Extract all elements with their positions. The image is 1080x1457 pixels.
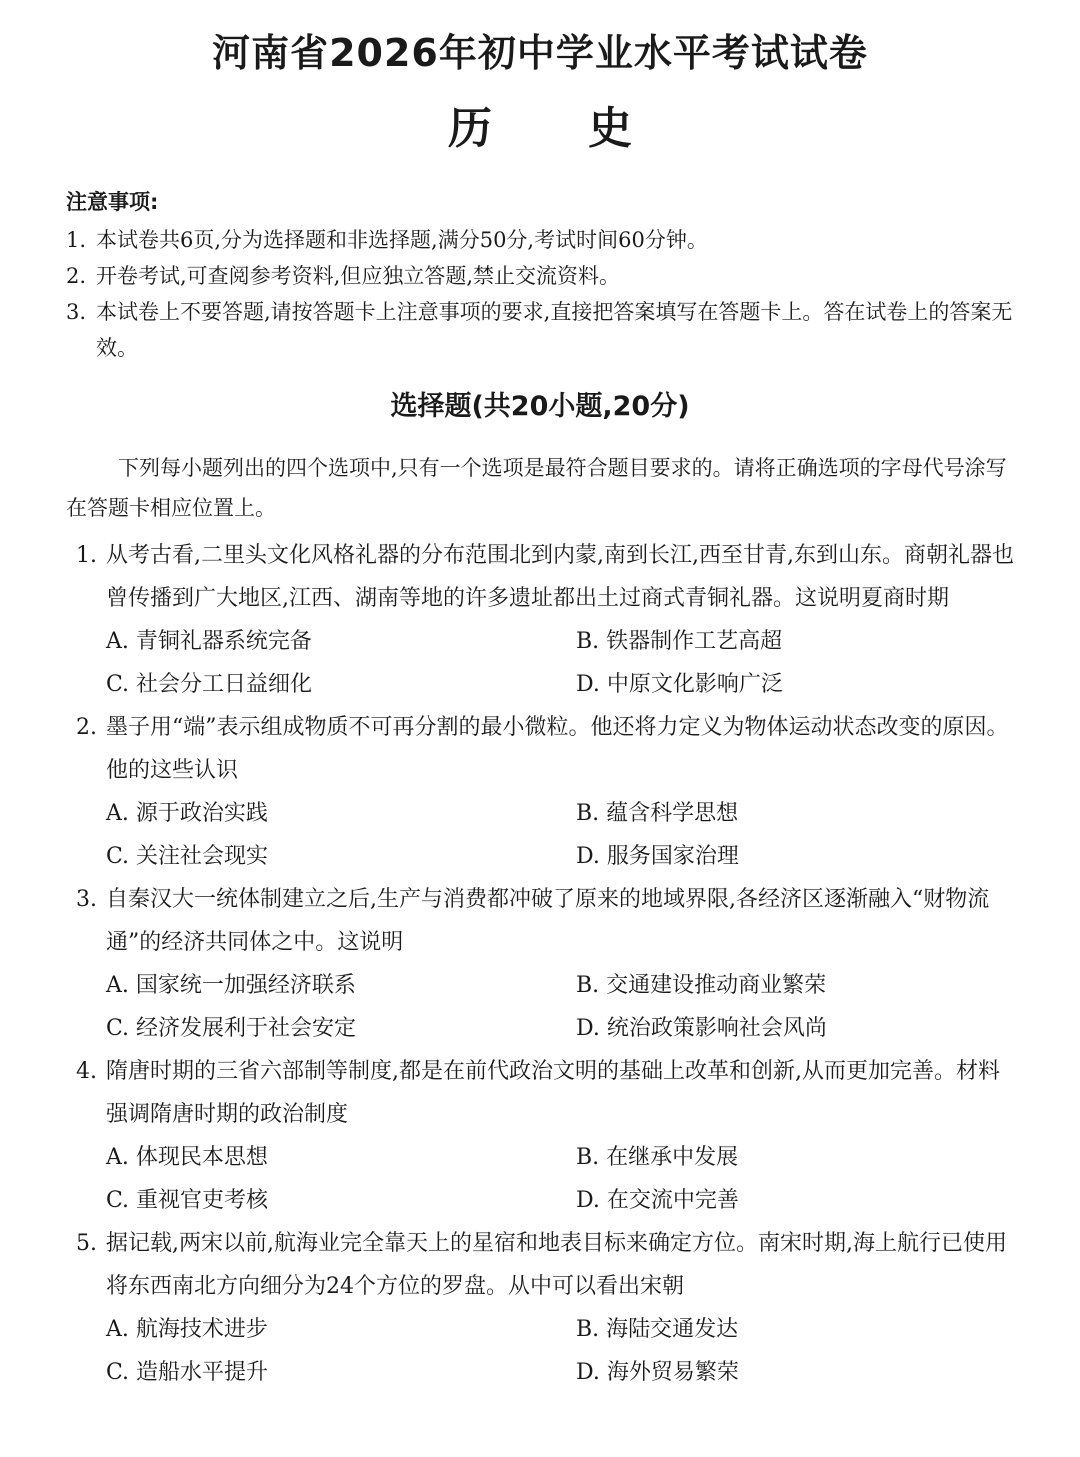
notes-list: [66, 222, 1016, 366]
options: [106, 1308, 1016, 1394]
note-item: [66, 294, 1016, 366]
option-a: A. 青铜礼器系统完备: [106, 629, 312, 654]
option-d: D. 中原文化影响广泛: [576, 672, 783, 697]
note-text: 本试卷共6页,分为选择题和非选择题,满分50分,考试时间60分钟。: [96, 228, 708, 252]
question-1: [76, 534, 1016, 706]
note-number: 3.: [66, 300, 87, 324]
option-c: C. 经济发展利于社会安定: [106, 1016, 357, 1041]
option-a: A. 航海技术进步: [106, 1317, 268, 1342]
question-3: [76, 878, 1016, 1050]
option-d: D. 海外贸易繁荣: [576, 1360, 739, 1385]
section-title: 选择题(共20小题,20分): [390, 391, 690, 422]
option-b: B. 海陆交通发达: [576, 1317, 739, 1342]
note-text: 本试卷上不要答题,请按答题卡上注意事项的要求,直接把答案填写在答题卡上。答在试卷上的答案无效。: [96, 300, 1013, 360]
question-number: 2.: [76, 715, 97, 740]
option-d: D. 在交流中完善: [576, 1188, 739, 1213]
option-c: C. 关注社会现实: [106, 844, 269, 869]
question-number: 3.: [76, 887, 97, 912]
question-number: 4.: [76, 1059, 97, 1084]
option-a: A. 体现民本思想: [106, 1145, 268, 1170]
note-item: [66, 258, 1016, 294]
note-item: [66, 222, 1016, 258]
section-instructions: 下列每小题列出的四个选项中,只有一个选项是最符合题目要求的。请将正确选项的字母代号涂写在答题卡相应位置上。: [66, 456, 1007, 520]
option-a: A. 源于政治实践: [106, 801, 268, 826]
question-stem: 隋唐时期的三省六部制等制度,都是在前代政治文明的基础上改革和创新,从而更加完善。材料强调隋唐时期的政治制度: [106, 1059, 1000, 1127]
question-stem: 据记载,两宋以前,航海业完全靠天上的星宿和地表目标来确定方位。南宋时期,海上航行已使用将东西南北方向细分为24个方位的罗盘。从中可以看出宋朝: [106, 1231, 1007, 1299]
note-number: 1.: [66, 228, 87, 252]
question-2: [76, 706, 1016, 878]
options: [106, 620, 1016, 706]
options: [106, 964, 1016, 1050]
option-c: C. 重视官吏考核: [106, 1188, 269, 1213]
option-c: C. 社会分工日益细化: [106, 672, 313, 697]
question-number: 1.: [76, 543, 97, 568]
option-d: D. 统治政策影响社会风尚: [576, 1016, 827, 1041]
option-b: B. 交通建设推动商业繁荣: [576, 973, 827, 998]
question-stem: 从考古看,二里头文化风格礼器的分布范围北到内蒙,南到长江,西至甘青,东到山东。商朝礼器也曾传播到广大地区,江西、湖南等地的许多遗址都出土过商式青铜礼器。这说明夏商时期: [106, 543, 1014, 611]
question-5: [76, 1222, 1016, 1394]
notes-heading: 注意事项:: [66, 190, 159, 214]
question-stem: 墨子用“端”表示组成物质不可再分割的最小微粒。他还将力定义为物体运动状态改变的原因。他的这些认识: [106, 715, 1009, 783]
question-list: [76, 534, 1016, 1394]
exam-title: 河南省2026年初中学业水平考试试卷: [212, 31, 868, 75]
question-4: [76, 1050, 1016, 1222]
option-b: B. 铁器制作工艺高超: [576, 629, 783, 654]
question-stem: 自秦汉大一统体制建立之后,生产与消费都冲破了原来的地域界限,各经济区逐渐融入“财物流通”的经济共同体之中。这说明: [106, 887, 990, 955]
option-b: B. 蕴含科学思想: [576, 801, 739, 826]
options: [106, 1136, 1016, 1222]
options: [106, 792, 1016, 878]
question-number: 5.: [76, 1231, 97, 1256]
option-a: A. 国家统一加强经济联系: [106, 973, 356, 998]
note-text: 开卷考试,可查阅参考资料,但应独立答题,禁止交流资料。: [96, 264, 621, 288]
subject-title: 历史: [448, 103, 728, 154]
option-b: B. 在继承中发展: [576, 1145, 739, 1170]
option-d: D. 服务国家治理: [576, 844, 739, 869]
note-number: 2.: [66, 264, 87, 288]
option-c: C. 造船水平提升: [106, 1360, 269, 1385]
